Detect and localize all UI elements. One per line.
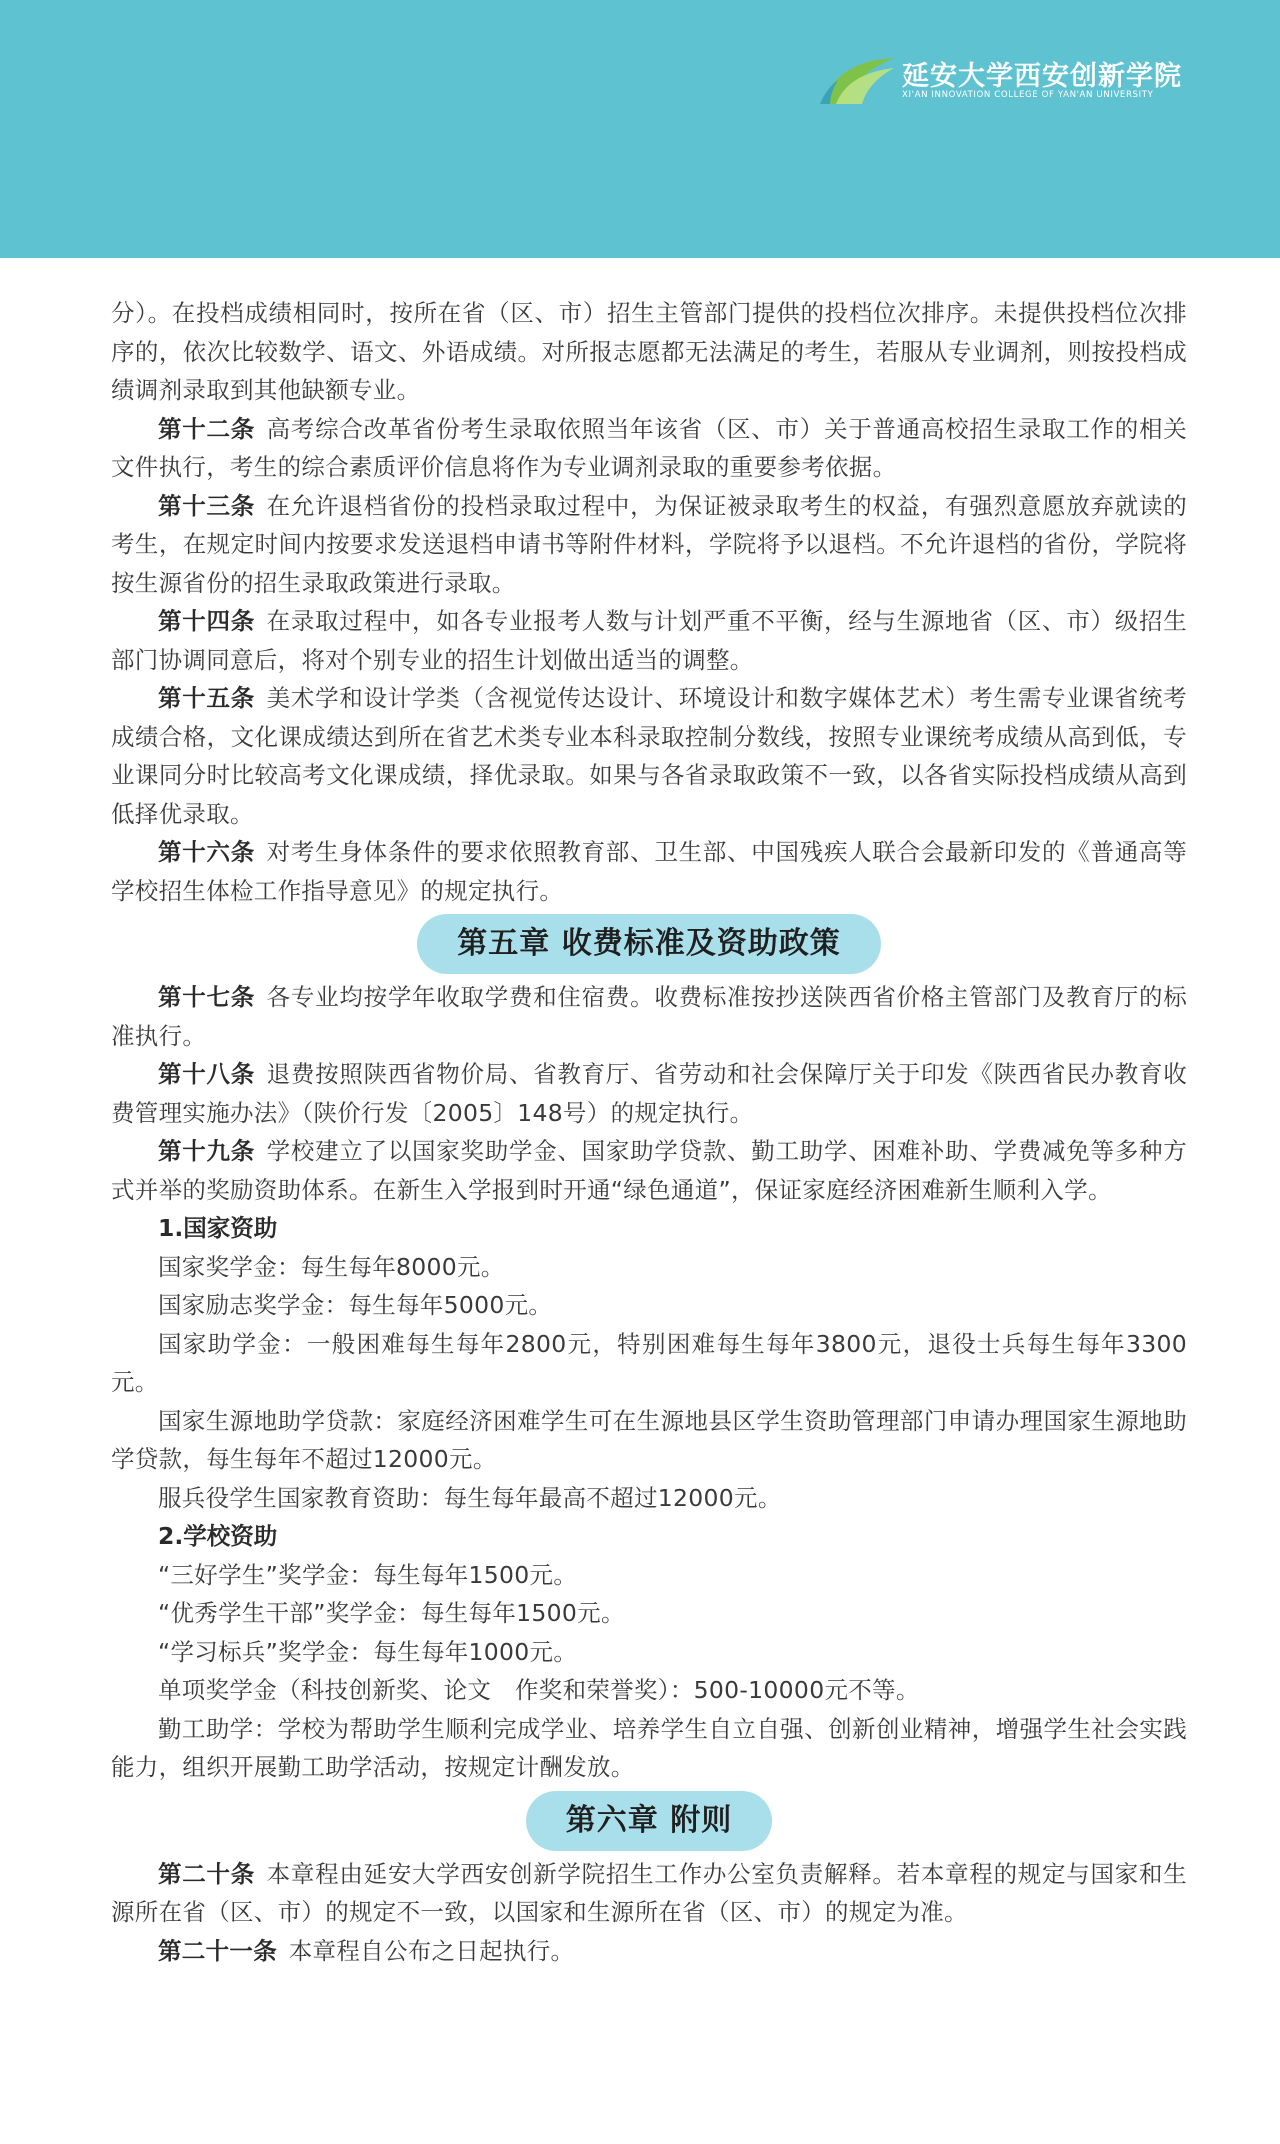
section-school-aid: 2.学校资助 <box>158 1522 278 1550</box>
aid-item: “学习标兵”奖学金：每生每年1000元。 <box>158 1637 578 1666</box>
logo-chinese-name: 延安大学西安创新学院 <box>902 61 1182 92</box>
aid-item: 服兵役学生国家教育资助：每生每年最高不超过12000元。 <box>158 1483 782 1512</box>
chapter-title: 第五章 收费标准及资助政策 <box>417 914 880 974</box>
article-text: 在允许退档省份的投档录取过程中，为保证被录取考生的权益，有强烈意愿放弃就读的考生，在规定时间内按要求发送退档申请书等附件材料，学院将予以退档。不允许退档的省份，学院将按生源省份的招生录取政策进行录取。 <box>111 491 1187 597</box>
aid-item: 勤工助学：学校为帮助学生顺利完成学业、培养学生自立自强、创新创业精神，增强学生社会实践能力，组织开展勤工助学活动，按规定计酬发放。 <box>111 1714 1187 1781</box>
logo-english-name: XI'AN INNOVATION COLLEGE OF YAN'AN UNIVERSITY <box>902 90 1154 100</box>
article-15 <box>111 679 1187 833</box>
article-text: 学校建立了以国家奖助学金、国家助学贷款、勤工助学、困难补助、学费减免等多种方式并举的奖励资助体系。在新生入学报到时开通“绿色通道”，保证家庭经济困难新生顺利入学。 <box>111 1137 1187 1204</box>
article-13 <box>111 487 1187 603</box>
article-label: 第十八条 <box>158 1060 255 1088</box>
article-label: 第十七条 <box>158 983 255 1011</box>
article-label: 第十二条 <box>158 414 255 443</box>
article-text: 各专业均按学年收取学费和住宿费。收费标准按抄送陕西省价格主管部门及教育厅的标准执行。 <box>111 983 1187 1050</box>
article-label: 第十六条 <box>158 838 255 866</box>
article-text: 美术学和设计学类（含视觉传达设计、环境设计和数字媒体艺术）考生需专业课省统考成绩合格，文化课成绩达到所在省艺术类专业本科录取控制分数线，按照专业课统考成绩从高到低，专业课同分时比较高考文化课成绩，择优录取。如果与各省录取政策不一致，以各省实际投档成绩从高到低择优录取。 <box>111 684 1187 828</box>
article-18 <box>111 1055 1187 1132</box>
article-text: 高考综合改革省份考生录取依照当年该省（区、市）关于普通高校招生录取工作的相关文件执行，考生的综合素质评价信息将作为专业调剂录取的重要参考依据。 <box>111 414 1187 481</box>
chapter-6-heading <box>111 1791 1187 1851</box>
article-label: 第二十条 <box>158 1859 255 1888</box>
college-logo-icon <box>818 54 896 106</box>
article-label: 第十三条 <box>158 491 255 520</box>
article-12 <box>111 410 1187 487</box>
article-21 <box>111 1932 1187 1971</box>
article-14 <box>111 602 1187 679</box>
header-banner <box>0 0 1280 258</box>
college-logo <box>818 50 1248 114</box>
chapter-5-heading <box>111 914 1187 974</box>
aid-item: 国家生源地助学贷款：家庭经济困难学生可在生源地县区学生资助管理部门申请办理国家生源地助学贷款，每生每年不超过12000元。 <box>111 1406 1187 1473</box>
section-national-aid: 1.国家资助 <box>158 1214 278 1242</box>
article-16 <box>111 833 1187 910</box>
article-label: 第十九条 <box>158 1137 255 1165</box>
article-text: 本章程自公布之日起执行。 <box>288 1936 575 1965</box>
article-17 <box>111 978 1187 1055</box>
paragraph-continuation: 分）。在投档成绩相同时，按所在省（区、市）招生主管部门提供的投档位次排序。未提供投档位次排序的，依次比较数学、语文、外语成绩。对所报志愿都无法满足的考生，若服从专业调剂，则按投档成绩调剂录取到其他缺额专业。 <box>111 299 1187 404</box>
aid-item: 国家奖学金：每生每年8000元。 <box>158 1252 505 1281</box>
article-19 <box>111 1132 1187 1209</box>
aid-item: 国家励志奖学金：每生每年5000元。 <box>158 1291 553 1319</box>
article-text: 退费按照陕西省物价局、省教育厅、省劳动和社会保障厅关于印发《陕西省民办教育收费管理实施办法》（陕价行发〔2005〕148号）的规定执行。 <box>111 1060 1187 1127</box>
article-text: 本章程由延安大学西安创新学院招生工作办公室负责解释。若本章程的规定与国家和生源所在省（区、市）的规定不一致，以国家和生源所在省（区、市）的规定为准。 <box>111 1859 1187 1926</box>
document-body <box>111 294 1187 1970</box>
article-label: 第二十一条 <box>158 1936 277 1965</box>
aid-item: 国家助学金：一般困难每生每年2800元，特别困难每生每年3800元，退役士兵每生每年3300元。 <box>111 1329 1187 1396</box>
article-20 <box>111 1855 1187 1932</box>
article-label: 第十四条 <box>158 607 255 635</box>
chapter-title: 第六章 附则 <box>526 1791 772 1851</box>
article-text: 对考生身体条件的要求依照教育部、卫生部、中国残疾人联合会最新印发的《普通高等学校招生体检工作指导意见》的规定执行。 <box>111 838 1187 905</box>
article-text: 在录取过程中，如各专业报考人数与计划严重不平衡，经与生源地省（区、市）级招生部门协调同意后，将对个别专业的招生计划做出适当的调整。 <box>111 607 1187 674</box>
aid-item: 单项奖学金（科技创新奖、论文 作奖和荣誉奖）：500-10000元不等。 <box>158 1676 920 1704</box>
aid-item: “优秀学生干部”奖学金：每生每年1500元。 <box>158 1599 625 1627</box>
article-label: 第十五条 <box>158 684 255 712</box>
aid-item: “三好学生”奖学金：每生每年1500元。 <box>158 1560 578 1589</box>
